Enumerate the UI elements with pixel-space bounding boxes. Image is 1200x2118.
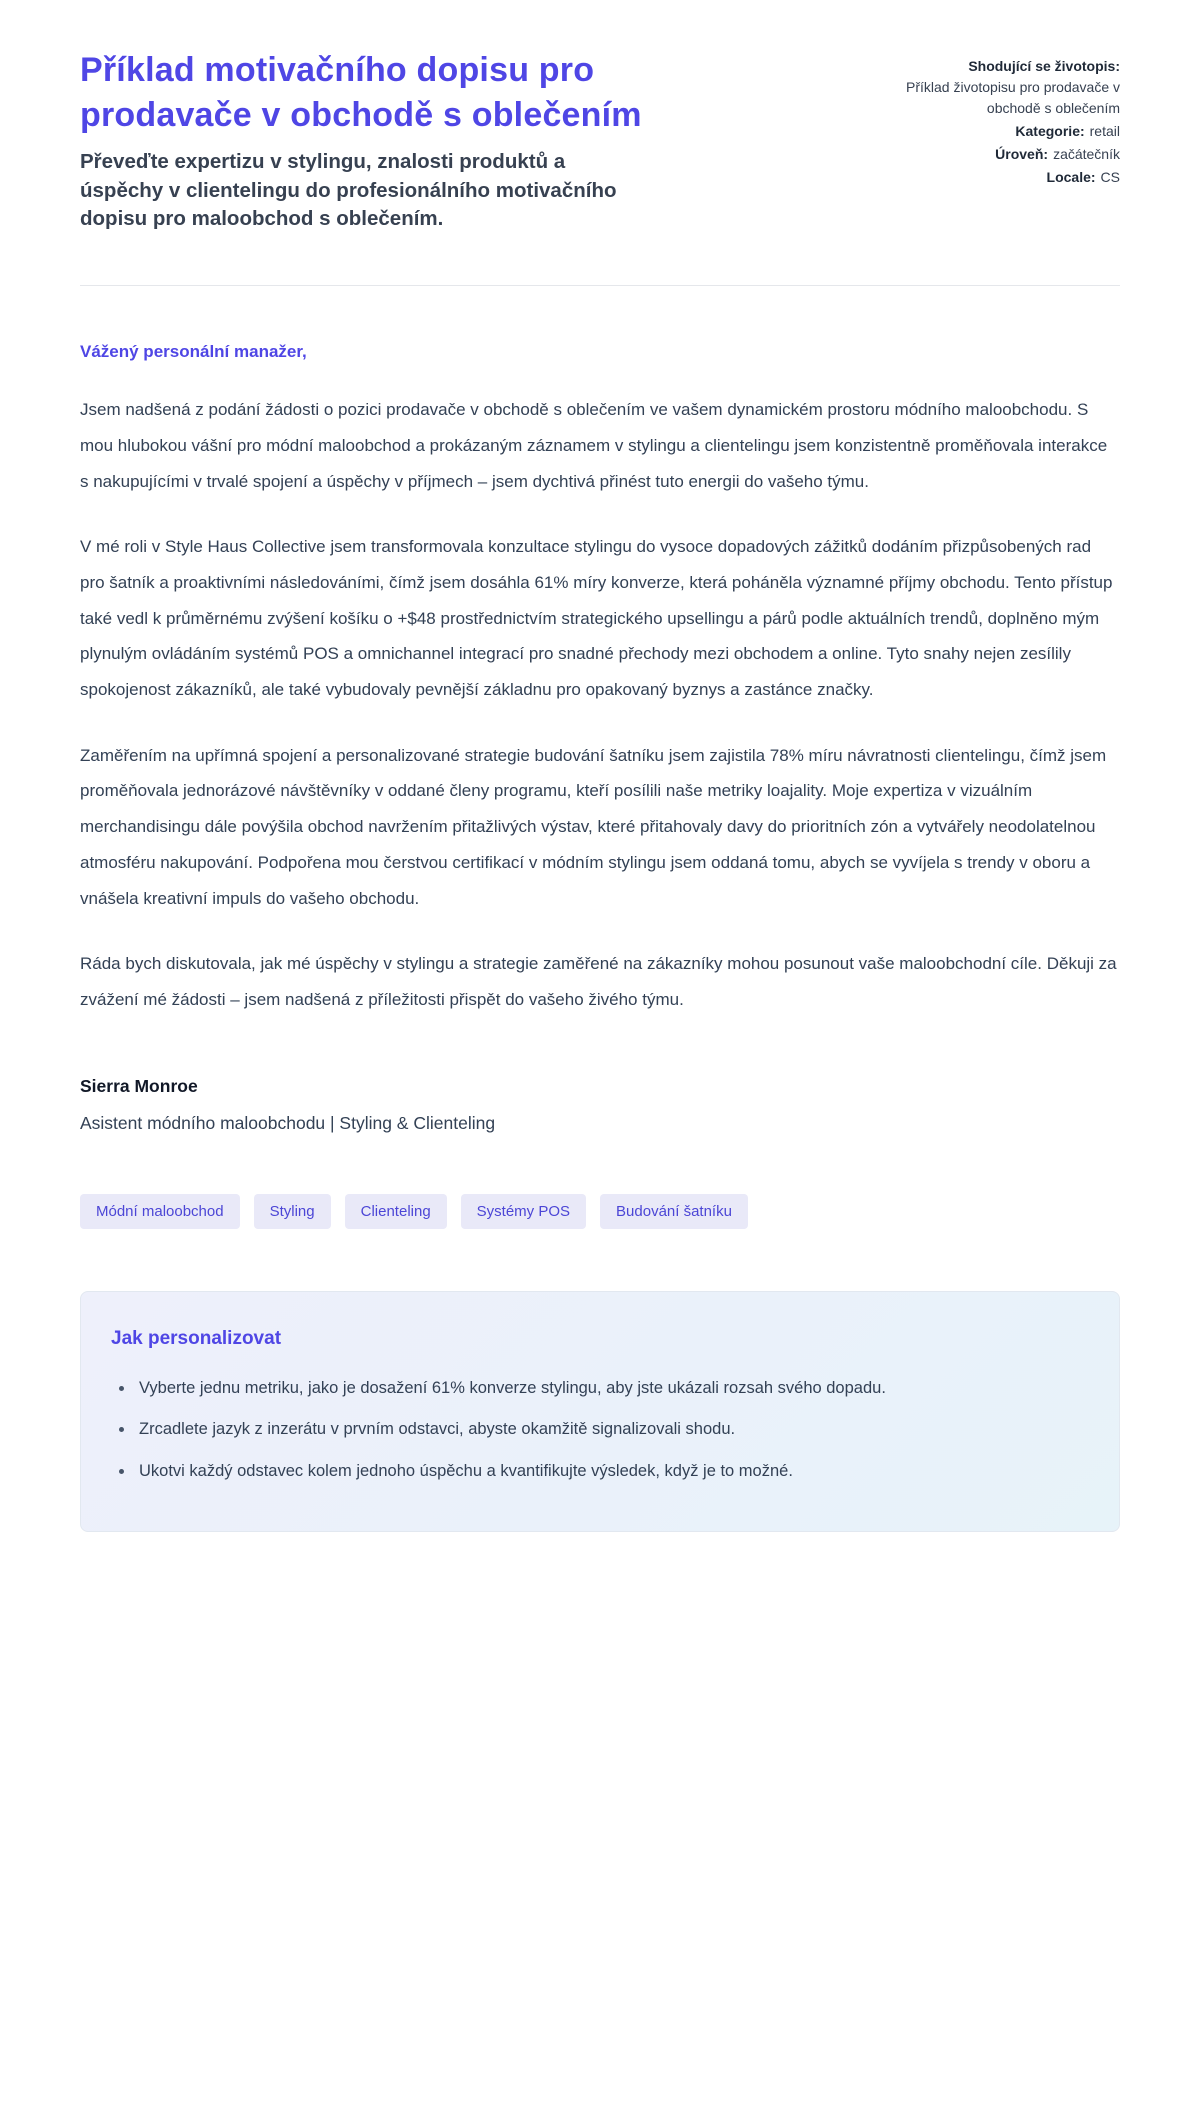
header-title-block [80, 48, 645, 233]
meta-locale-label: Locale: [1046, 169, 1096, 185]
meta-level-label: Úroveň: [995, 146, 1049, 162]
meta-level [685, 144, 1120, 165]
meta-locale [685, 167, 1120, 188]
letter-paragraph: Zaměřením na upřímná spojení a personalizované strategie budování šatníku jsem zajistila 78% míru návratnosti clientelingu, čímž jsem proměňovala jednorázové návštěvníky v oddané členy programu, kteří posílili naše metriky loajality. Moje expertiza v vizuálním merchandisingu dále povýšila obchod navržením přitažlivých výstav, které přitahovaly davy do prioritních zón a vytvářely neodolatelnou atmosféru nakupování. Podpořena mou čerstvou certifikací v módním stylingu jsem oddaná tomu, abych se vyvíjela s trendy v oboru a vnášela kreativní impuls do vašeho obchodu. [80, 745, 1107, 908]
meta-category-value: retail [1089, 123, 1120, 139]
letter-body [80, 342, 1120, 1133]
personalization-tip: • Vyberte jednu metriku, jako je dosažení 61% konverze stylingu, aby jste ukázali rozsah svého dopadu. [135, 1372, 1089, 1406]
meta-level-value: začátečník [1053, 146, 1120, 162]
meta-matching-resume-label: Shodující se životopis: [968, 58, 1120, 74]
letter-greeting: Vážený personální manažer, [80, 342, 307, 362]
letter-paragraph: Ráda bych diskutovala, jak mé úspěchy v stylingu a strategie zaměřené na zákazníky mohou posunout vaše maloobchodní cíle. Děkuji za zvážení mé žádosti – jsem nadšená z příležitosti přispět do vašeho živého týmu. [80, 954, 1117, 1009]
page-subtitle: Převeďte expertizu v stylingu, znalosti produktů a úspěchy v clientelingu do profesionálního motivačního dopisu pro maloobchod s oblečením. [80, 150, 617, 230]
letter-paragraph: Jsem nadšená z podání žádosti o pozici prodavače v obchodě s oblečením ve vašem dynamickém prostoru módního maloobchodu. S mou hlubokou vášní pro módní maloobchod a prokázaným záznamem v stylingu a clientelingu jsem konzistentně proměňovala interakce s nakupujícími v trvalé spojení a úspěchy v příjmech – jsem dychtivá přinést tuto energii do vašeho týmu. [80, 400, 1108, 491]
tag-chip[interactable]: Clienteling [345, 1194, 447, 1229]
tag-chip[interactable]: Styling [254, 1194, 331, 1229]
meta-category [685, 121, 1120, 142]
personalization-tip: • Zrcadlete jazyk z inzerátu v prvním odstavci, abyste okamžitě signalizovali shodu. [135, 1413, 1089, 1447]
page-title: Příklad motivačního dopisu pro prodavače v obchodě s oblečením [80, 51, 642, 135]
header-divider [80, 285, 1120, 286]
meta-category-label: Kategorie: [1015, 123, 1085, 139]
signature-name: Sierra Monroe [80, 1075, 198, 1096]
personalization-tip: • Ukotvi každý odstavec kolem jednoho úspěchu a kvantifikujte výsledek, když je to možné. [135, 1455, 1089, 1489]
meta-matching-resume-value: Příklad životopisu pro prodavače v obchodě s oblečením [906, 79, 1120, 116]
personalization-title: Jak personalizovat [111, 1327, 282, 1349]
letter-paragraph: V mé roli v Style Haus Collective jsem transformovala konzultace stylingu do vysoce dopadových zážitků dodáním přizpůsobených rad pro šatník a proaktivními následováními, čímž jsem dosáhla 61% míry konverze, která poháněla významné příjmy obchodu. Tento přístup také vedl k průměrnému zvýšení košíku o +$48 prostřednictvím strategického upsellingu a párů podle aktuálních trendů, doplněno mým plynulým ovládáním systémů POS a omnichannel integrací pro snadné přechody mezi obchodem a online. Tyto snahy nejen zesílily spokojenost zákazníků, ale také vybudovaly pevnější základnu pro opakovaný byznys a zastánce značky. [80, 537, 1113, 700]
signature-role: Asistent módního maloobchodu | Styling & Clienteling [80, 1112, 496, 1133]
header [80, 48, 1120, 233]
meta-locale-value: CS [1100, 169, 1120, 185]
page-container [80, 0, 1120, 1596]
personalization-tip-list [111, 1372, 1089, 1489]
tag-chip[interactable]: Módní maloobchod [80, 1194, 240, 1229]
tag-list [80, 1194, 1120, 1229]
header-meta [685, 48, 1120, 188]
personalization-box [80, 1291, 1120, 1532]
tag-chip[interactable]: Systémy POS [461, 1194, 586, 1229]
meta-matching-resume [685, 56, 1120, 119]
tag-chip[interactable]: Budování šatníku [600, 1194, 748, 1229]
